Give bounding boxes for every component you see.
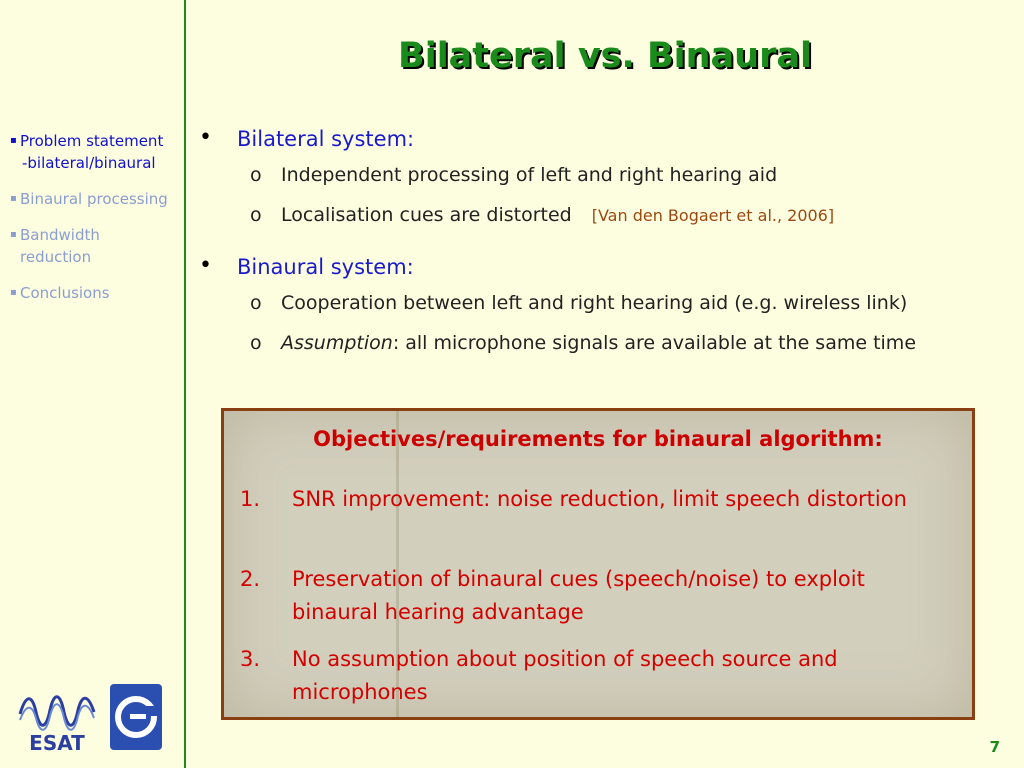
nav-bullet-icon: ▪ (10, 193, 17, 204)
nav-item-conclusions[interactable] (10, 282, 185, 304)
nav-item-problem-statement[interactable] (10, 130, 185, 174)
bullet-dot-icon: • (199, 253, 212, 278)
bullet-label: Bilateral system: (237, 127, 415, 151)
nav-bullet-icon: ▪ (10, 135, 17, 146)
objective-text: No assumption about position of speech source and microphones (292, 647, 838, 704)
esat-logo-text: ESAT (29, 731, 85, 754)
sub-bullet-line (281, 204, 834, 226)
sub-bullet (195, 201, 1015, 253)
sidebar-divider (184, 0, 186, 768)
nav-bullet-icon: ▪ (10, 287, 17, 298)
objective-text: SNR improvement: noise reduction, limit speech distortion (292, 487, 907, 511)
sub-bullet (195, 289, 1015, 329)
objective-number: 1. (240, 487, 261, 511)
sub-bullet-icon: o (250, 332, 262, 354)
nav-item-sublabel: -bilateral/binaural (22, 154, 156, 172)
page-number: 7 (989, 738, 1000, 756)
sub-bullet-text: Independent processing of left and right hearing aid (281, 164, 778, 186)
bullet-label: Binaural system: (237, 255, 414, 279)
nav-bullet-icon: ▪ (10, 229, 17, 240)
institution-logo (110, 684, 162, 750)
sidebar-nav (10, 130, 185, 318)
sub-bullet (195, 161, 1015, 201)
sub-bullet-line (281, 332, 916, 354)
objectives-box (221, 408, 975, 720)
objective-text: Preservation of binaural cues (speech/noise) to exploit binaural hearing advantage (292, 567, 865, 624)
nav-item-label: Bandwidth (20, 226, 100, 244)
sub-bullet-icon: o (250, 204, 262, 226)
objectives-heading: Objectives/requirements for binaural algorithm: (313, 427, 883, 451)
bullet-binaural (195, 253, 1015, 289)
objective-number: 2. (240, 567, 261, 591)
sub-bullet-icon: o (250, 292, 262, 314)
nav-item-label: Problem statement (20, 132, 164, 150)
sub-bullet-text: : all microphone signals are available at the same time (392, 332, 917, 354)
sub-bullet (195, 329, 1015, 369)
sub-bullet-text: Cooperation between left and right hearing aid (e.g. wireless link) (281, 292, 908, 314)
bullet-bilateral (195, 125, 1015, 161)
objective-number: 3. (240, 647, 261, 671)
slide-content (195, 125, 1015, 369)
bullet-dot-icon: • (199, 125, 212, 150)
esat-logo (16, 684, 98, 754)
citation: [Van den Bogaert et al., 2006] (591, 206, 835, 225)
nav-item-bandwidth-reduction[interactable] (10, 224, 185, 268)
sub-bullet-icon: o (250, 164, 262, 186)
nav-item-sublabel: reduction (20, 248, 92, 266)
nav-item-label: Binaural processing (20, 190, 168, 208)
sub-bullet-text: Localisation cues are distorted (281, 204, 572, 226)
nav-item-label: Conclusions (20, 284, 110, 302)
sub-bullet-emphasis: Assumption (281, 332, 393, 354)
slide-title: Bilateral vs. Binaural (398, 36, 812, 76)
nav-item-binaural-processing[interactable] (10, 188, 185, 210)
